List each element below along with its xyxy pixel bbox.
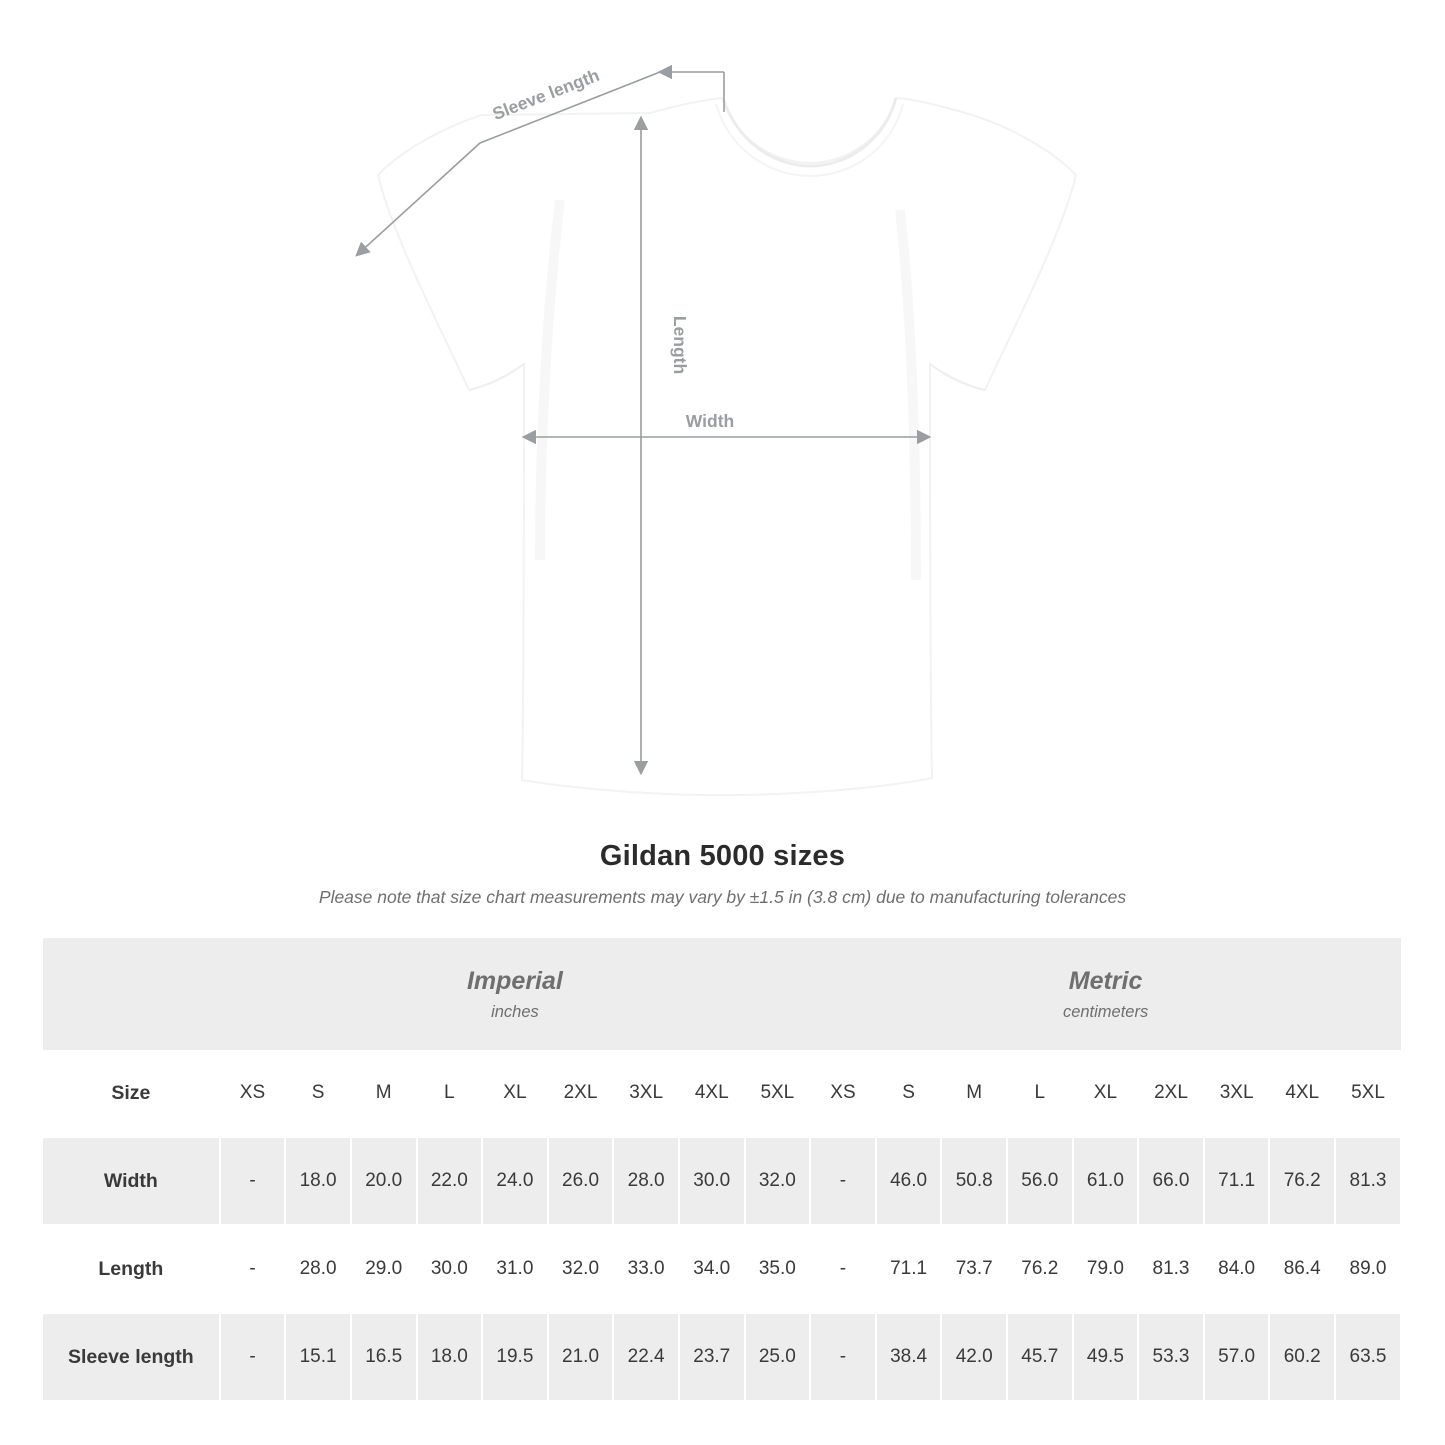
cell-width-met-4xl: 76.2 xyxy=(1269,1137,1335,1225)
size-imp-l: L xyxy=(417,1050,483,1137)
cell-length-imp-xl: 31.0 xyxy=(482,1225,548,1313)
size-imp-xs: XS xyxy=(220,1050,286,1137)
row-label-sleeve-length: Sleeve length xyxy=(43,1313,220,1400)
size-table-wrap xyxy=(43,938,1402,1400)
size-met-s: S xyxy=(876,1050,942,1137)
cell-width-met-s: 46.0 xyxy=(876,1137,942,1225)
cell-sleeve-imp-2xl: 21.0 xyxy=(548,1313,614,1400)
size-met-l: L xyxy=(1007,1050,1073,1137)
cell-width-met-2xl: 66.0 xyxy=(1138,1137,1204,1225)
cell-length-met-l: 76.2 xyxy=(1007,1225,1073,1313)
cell-length-imp-s: 28.0 xyxy=(285,1225,351,1313)
size-met-xs: XS xyxy=(810,1050,876,1137)
cell-width-met-xs: - xyxy=(810,1137,876,1225)
cell-width-imp-2xl: 26.0 xyxy=(548,1137,614,1225)
cell-length-imp-l: 30.0 xyxy=(417,1225,483,1313)
cell-length-imp-2xl: 32.0 xyxy=(548,1225,614,1313)
cell-sleeve-met-4xl: 60.2 xyxy=(1269,1313,1335,1400)
cell-width-imp-xs: - xyxy=(220,1137,286,1225)
cell-sleeve-imp-xl: 19.5 xyxy=(482,1313,548,1400)
size-met-2xl: 2XL xyxy=(1138,1050,1204,1137)
cell-width-imp-5xl: 32.0 xyxy=(745,1137,811,1225)
cell-length-met-s: 71.1 xyxy=(876,1225,942,1313)
cell-sleeve-met-xs: - xyxy=(810,1313,876,1400)
row-label-width: Width xyxy=(43,1137,220,1225)
cell-sleeve-imp-5xl: 25.0 xyxy=(745,1313,811,1400)
cell-width-met-3xl: 71.1 xyxy=(1204,1137,1270,1225)
cell-sleeve-met-xl: 49.5 xyxy=(1073,1313,1139,1400)
size-met-m: M xyxy=(941,1050,1007,1137)
cell-length-met-xs: - xyxy=(810,1225,876,1313)
unit-imperial-sub: inches xyxy=(491,1003,539,1022)
cell-sleeve-met-3xl: 57.0 xyxy=(1204,1313,1270,1400)
cell-width-imp-4xl: 30.0 xyxy=(679,1137,745,1225)
unit-metric-sub: centimeters xyxy=(1062,1003,1149,1022)
size-imp-3xl: 3XL xyxy=(613,1050,679,1137)
cell-sleeve-imp-3xl: 22.4 xyxy=(613,1313,679,1400)
cell-length-imp-m: 29.0 xyxy=(351,1225,417,1313)
size-header-row xyxy=(43,1050,1401,1137)
size-imp-5xl: 5XL xyxy=(745,1050,811,1137)
cell-width-met-m: 50.8 xyxy=(941,1137,1007,1225)
row-label-length: Length xyxy=(43,1225,220,1313)
tshirt-shape xyxy=(378,98,1076,795)
cell-sleeve-met-2xl: 53.3 xyxy=(1138,1313,1204,1400)
cell-length-met-2xl: 81.3 xyxy=(1138,1225,1204,1313)
table-row-sleeve-length xyxy=(43,1313,1401,1400)
size-met-3xl: 3XL xyxy=(1204,1050,1270,1137)
sleeve-length-label: Sleeve length xyxy=(489,64,603,124)
size-imp-s: S xyxy=(285,1050,351,1137)
cell-sleeve-met-m: 42.0 xyxy=(941,1313,1007,1400)
cell-length-imp-xs: - xyxy=(220,1225,286,1313)
unit-metric-name: Metric xyxy=(1068,966,1143,995)
cell-length-met-3xl: 84.0 xyxy=(1204,1225,1270,1313)
unit-imperial xyxy=(220,938,810,1050)
cell-width-imp-s: 18.0 xyxy=(285,1137,351,1225)
cell-width-imp-xl: 24.0 xyxy=(482,1137,548,1225)
cell-length-imp-5xl: 35.0 xyxy=(745,1225,811,1313)
cell-sleeve-imp-l: 18.0 xyxy=(417,1313,483,1400)
unit-header-row xyxy=(43,938,1401,1050)
unit-header-spacer xyxy=(43,938,220,1050)
unit-metric xyxy=(810,938,1401,1050)
cell-length-imp-4xl: 34.0 xyxy=(679,1225,745,1313)
cell-length-met-xl: 79.0 xyxy=(1073,1225,1139,1313)
size-imp-4xl: 4XL xyxy=(679,1050,745,1137)
cell-sleeve-imp-m: 16.5 xyxy=(351,1313,417,1400)
cell-width-imp-m: 20.0 xyxy=(351,1137,417,1225)
table-row-length xyxy=(43,1225,1401,1313)
cell-sleeve-met-l: 45.7 xyxy=(1007,1313,1073,1400)
cell-width-imp-3xl: 28.0 xyxy=(613,1137,679,1225)
size-met-5xl: 5XL xyxy=(1335,1050,1401,1137)
size-label: Size xyxy=(43,1050,220,1137)
size-met-xl: XL xyxy=(1073,1050,1139,1137)
size-imp-xl: XL xyxy=(482,1050,548,1137)
size-imp-2xl: 2XL xyxy=(548,1050,614,1137)
size-imp-m: M xyxy=(351,1050,417,1137)
unit-imperial-name: Imperial xyxy=(466,966,563,995)
tolerance-note: Please note that size chart measurements may vary by ±1.5 in (3.8 cm) due to manufacturing tolerances xyxy=(318,887,1127,907)
title-block xyxy=(0,840,1445,908)
cell-sleeve-imp-s: 15.1 xyxy=(285,1313,351,1400)
size-table xyxy=(43,938,1402,1400)
cell-width-met-l: 56.0 xyxy=(1007,1137,1073,1225)
cell-width-met-5xl: 81.3 xyxy=(1335,1137,1401,1225)
cell-length-imp-3xl: 33.0 xyxy=(613,1225,679,1313)
cell-sleeve-imp-4xl: 23.7 xyxy=(679,1313,745,1400)
table-row-width xyxy=(43,1137,1401,1225)
size-met-4xl: 4XL xyxy=(1269,1050,1335,1137)
cell-width-met-xl: 61.0 xyxy=(1073,1137,1139,1225)
cell-sleeve-met-5xl: 63.5 xyxy=(1335,1313,1401,1400)
cell-sleeve-met-s: 38.4 xyxy=(876,1313,942,1400)
cell-sleeve-imp-xs: - xyxy=(220,1313,286,1400)
cell-width-imp-l: 22.0 xyxy=(417,1137,483,1225)
page-title: Gildan 5000 sizes xyxy=(599,840,846,872)
cell-length-met-m: 73.7 xyxy=(941,1225,1007,1313)
length-label: Length xyxy=(670,315,690,375)
width-label: Width xyxy=(685,411,735,431)
cell-length-met-5xl: 89.0 xyxy=(1335,1225,1401,1313)
cell-length-met-4xl: 86.4 xyxy=(1269,1225,1335,1313)
